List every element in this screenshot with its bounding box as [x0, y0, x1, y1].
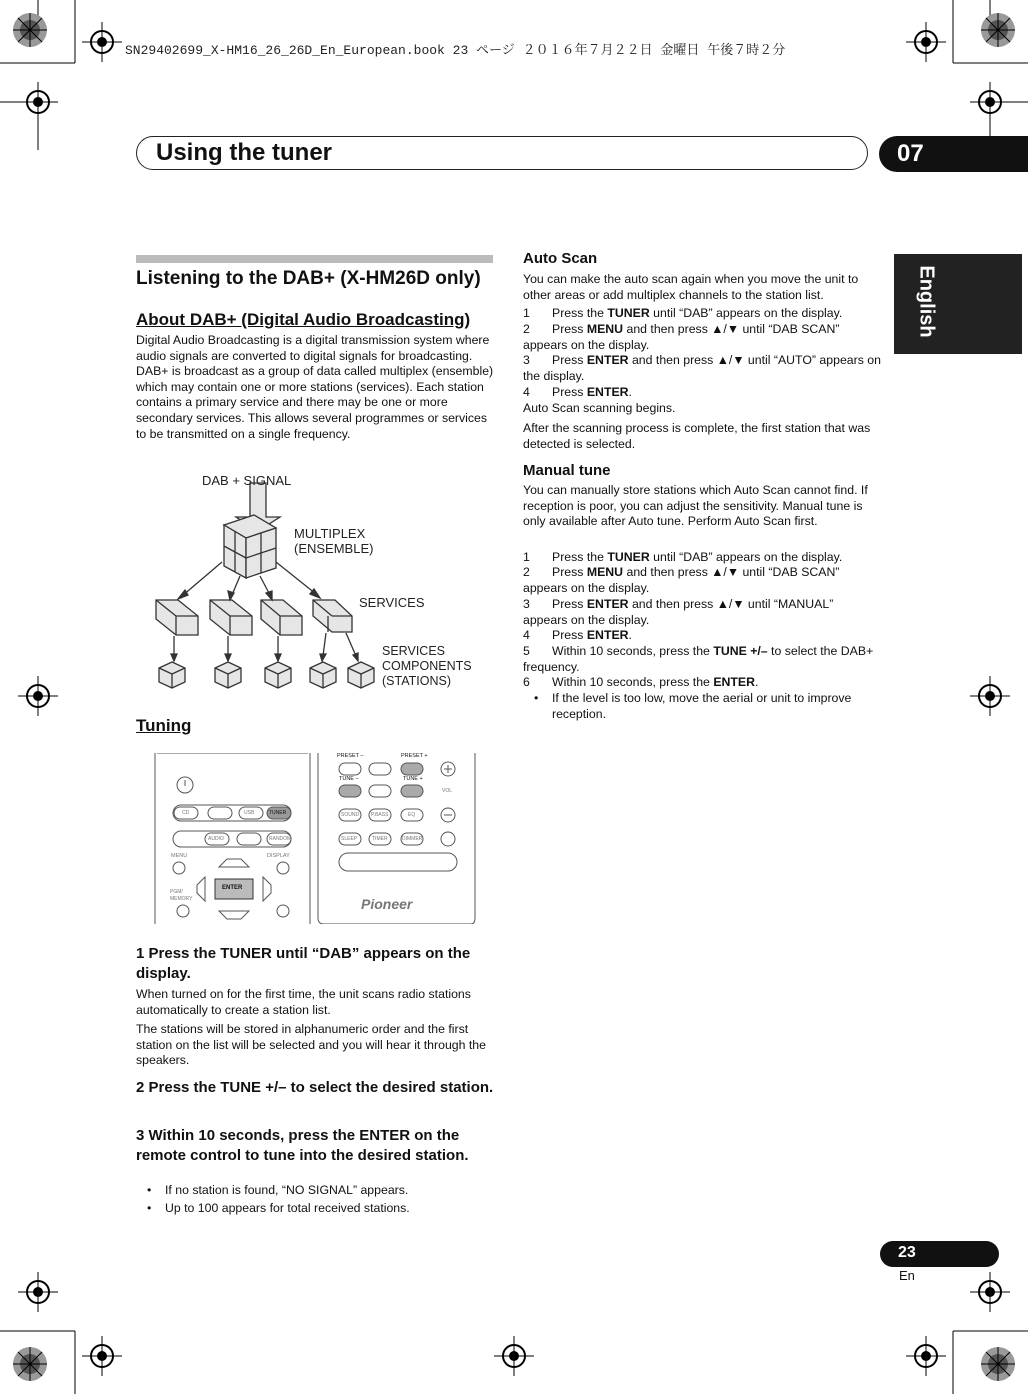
language-label: English — [915, 265, 938, 338]
color-wheel-icon — [980, 12, 1016, 48]
remote-brand-logo: Pioneer — [361, 896, 413, 912]
registration-target-icon — [82, 22, 122, 62]
remote-label-vol: VOL — [442, 788, 453, 794]
step-item — [523, 353, 881, 384]
step-keyword: MENU — [586, 322, 624, 336]
step2-heading: 2 Press the TUNE +/– to select the desired station. — [136, 1079, 494, 1096]
chapter-badge — [879, 136, 1028, 172]
step-text: Press the — [552, 550, 608, 564]
step-number: 1 — [523, 306, 530, 320]
step-number: 2 — [523, 565, 530, 579]
step-number: 2 — [523, 322, 530, 336]
auto-scan-heading: Auto Scan — [523, 250, 598, 267]
auto-scan-intro: You can make the auto scan again when you move the unit to other areas or add multiplex channels to the station list. — [523, 272, 859, 302]
remote-label-memory: MEMORY — [170, 896, 193, 902]
service-box-2 — [210, 600, 252, 635]
step-item — [523, 597, 881, 628]
step-number: 1 — [523, 550, 530, 564]
remote-drawing — [153, 753, 476, 924]
remote-label-sleep: SLEEP — [341, 836, 358, 842]
step-text: . — [628, 385, 632, 399]
service-box-3 — [261, 600, 302, 635]
page-number: 23 — [898, 1244, 916, 1261]
step-text: Press — [552, 565, 587, 579]
tuning-heading: Tuning — [136, 716, 192, 735]
color-wheel-icon — [12, 1346, 48, 1382]
step-keyword: ENTER — [586, 385, 629, 399]
diagram-label-components-2: COMPONENTS — [382, 659, 472, 673]
remote-label-cd: CD — [182, 810, 190, 816]
step-keyword: ENTER — [586, 628, 629, 642]
step-text: until “DAB” appears on the display. — [649, 550, 843, 564]
remote-label-preset-minus: PRESET – — [337, 753, 364, 759]
section-divider — [136, 255, 493, 263]
remote-label-enter: ENTER — [222, 885, 243, 891]
service-box-4 — [313, 600, 352, 632]
step1-text-1: When turned on for the first time, the unit scans radio stations automatically to create a station list. — [136, 987, 471, 1017]
step-text: Press — [552, 628, 587, 642]
diagram-label-ensemble: (ENSEMBLE) — [294, 541, 374, 556]
page-number-badge — [880, 1241, 999, 1267]
step-text: . — [755, 675, 759, 689]
registration-target-icon — [494, 1336, 534, 1376]
step-text: and then press ▲/▼ until “MANUAL” appears on the display. — [523, 597, 834, 627]
remote-label-pgm: PGM/ — [170, 889, 183, 895]
step-item — [523, 628, 881, 644]
registration-target-icon — [18, 82, 58, 122]
step-item — [523, 550, 881, 566]
remote-label-menu: MENU — [171, 853, 188, 859]
manual-tune-intro: You can manually store stations which Auto Scan cannot find. If reception is poor, you can adjust the sensitivity. Manual tune is only available after Auto tune. Perform Auto Scan first. — [523, 483, 868, 529]
step-text: Within 10 seconds, press the — [552, 644, 714, 658]
step-keyword: TUNER — [607, 550, 650, 564]
remote-label-display: DISPLAY — [267, 853, 290, 859]
print-info-line: SN29402699_X-HM16_26_26D_En_European.book 23 ページ ２０１６年７月２２日 金曜日 午後７時２分 — [125, 43, 786, 58]
step-text: Press — [552, 385, 587, 399]
diagram-label-multiplex: MULTIPLEX — [294, 526, 366, 541]
remote-label-pbass: P.BASS — [371, 812, 389, 818]
step-text: and then press ▲/▼ until “AUTO” appears on the display. — [523, 353, 881, 383]
step-text: and then press ▲/▼ until “DAB SCAN” appears on the display. — [523, 322, 840, 352]
step-number: 6 — [523, 675, 530, 689]
step-number: 3 — [523, 597, 530, 611]
step-item — [523, 385, 881, 401]
step-keyword: TUNE +/– — [713, 644, 768, 658]
step3-bullet-2: • Up to 100 appears for total received stations. — [165, 1201, 495, 1217]
remote-label-timer: TIMER — [372, 836, 388, 842]
registration-target-icon — [970, 82, 1010, 122]
step-item — [523, 322, 881, 353]
station-cube-5 — [348, 662, 374, 688]
auto-scan-begins: Auto Scan scanning begins. — [523, 401, 676, 415]
registration-target-icon — [906, 1336, 946, 1376]
step-keyword: MENU — [586, 565, 624, 579]
step1-text-2: The stations will be stored in alphanumeric order and the first station on the list will be selected and you will hear it through the speakers. — [136, 1022, 486, 1068]
chapter-number: 07 — [897, 140, 924, 167]
page-language: En — [899, 1268, 915, 1283]
remote-label-usb: USB — [244, 810, 255, 816]
remote-illustration — [153, 753, 476, 924]
registration-target-icon — [970, 1272, 1010, 1312]
step-number: 3 — [523, 353, 530, 367]
registration-target-icon — [18, 676, 58, 716]
step-keyword: ENTER — [586, 597, 629, 611]
registration-target-icon — [82, 1336, 122, 1376]
step-text: and then press ▲/▼ until “DAB SCAN” appears on the display. — [523, 565, 840, 595]
diagram-label-components-3: (STATIONS) — [382, 674, 451, 688]
step-keyword: TUNER — [607, 306, 650, 320]
remote-label-tuner: TUNER — [269, 810, 287, 816]
remote-label-sound: SOUND — [341, 812, 360, 818]
step-number: 4 — [523, 385, 530, 399]
step-number: 4 — [523, 628, 530, 642]
color-wheel-icon — [980, 1346, 1016, 1382]
color-wheel-icon — [12, 12, 48, 48]
about-text: Digital Audio Broadcasting is a digital transmission system where audio signals are converted to digital signals for broadcasting. DAB+ is broadcast as a group of data called multiplex (ensemble) which may contain one or more stations (services). Each station contains a primary service and there may be one or more secondary services. This allows several programmes or services to be transmitted on a single frequency. — [136, 333, 494, 441]
step-text: Press the — [552, 306, 608, 320]
step-text: until “DAB” appears on the display. — [649, 306, 843, 320]
remote-label-tune-minus: TUNE – — [339, 776, 359, 782]
diagram-label-services: SERVICES — [359, 595, 425, 610]
step-item — [523, 644, 881, 675]
station-cube-2 — [215, 662, 241, 688]
step-text: Press — [552, 353, 587, 367]
manual-tune-bullet: • If the level is too low, move the aerial or unit to improve reception. — [552, 691, 880, 722]
remote-label-preset-plus: PRESET + — [401, 753, 428, 759]
station-cube-1 — [159, 662, 185, 688]
step1-heading: 1 Press the TUNER until “DAB” appears on the display. — [136, 945, 471, 982]
remote-label-audio: AUDIO — [208, 836, 224, 842]
station-cube-4 — [310, 662, 336, 688]
page-title: Using the tuner — [156, 139, 333, 166]
remote-label-random: RANDOM — [269, 836, 292, 842]
about-heading: About DAB+ (Digital Audio Broadcasting) — [136, 310, 471, 329]
step-keyword: ENTER — [713, 675, 755, 689]
step-text: . — [628, 628, 632, 642]
step-item — [523, 565, 881, 596]
registration-target-icon — [906, 22, 946, 62]
remote-label-eq: EQ — [408, 812, 416, 818]
registration-target-icon — [18, 1272, 58, 1312]
manual-tune-heading: Manual tune — [523, 462, 611, 479]
step-text: Press — [552, 322, 587, 336]
remote-label-tune-plus: TUNE + — [403, 776, 423, 782]
step-text: Press — [552, 597, 587, 611]
section-title: Listening to the DAB+ (X-HM26D only) — [136, 268, 481, 289]
auto-scan-complete: After the scanning process is complete, the first station that was detected is selected. — [523, 421, 871, 451]
step-item — [523, 306, 881, 322]
step-text: to select the DAB+ frequency. — [523, 644, 874, 674]
step-item — [523, 675, 881, 691]
diagram-label-components-1: SERVICES — [382, 644, 445, 658]
station-cube-3 — [265, 662, 291, 688]
remote-label-dimmer: DIMMER — [402, 836, 423, 842]
step3-bullet-1: • If no station is found, “NO SIGNAL” appears. — [165, 1183, 495, 1199]
step-text: Within 10 seconds, press the — [552, 675, 714, 689]
step3-heading: 3 Within 10 seconds, press the ENTER on the remote control to tune into the desired station. — [136, 1127, 469, 1164]
step-number: 5 — [523, 644, 530, 658]
step-keyword: ENTER — [586, 353, 629, 367]
diagram-label-signal: DAB + SIGNAL — [202, 473, 292, 488]
multiplex-cube — [224, 515, 276, 578]
language-tab — [894, 254, 1022, 354]
service-box-1 — [156, 600, 198, 635]
registration-target-icon — [970, 676, 1010, 716]
